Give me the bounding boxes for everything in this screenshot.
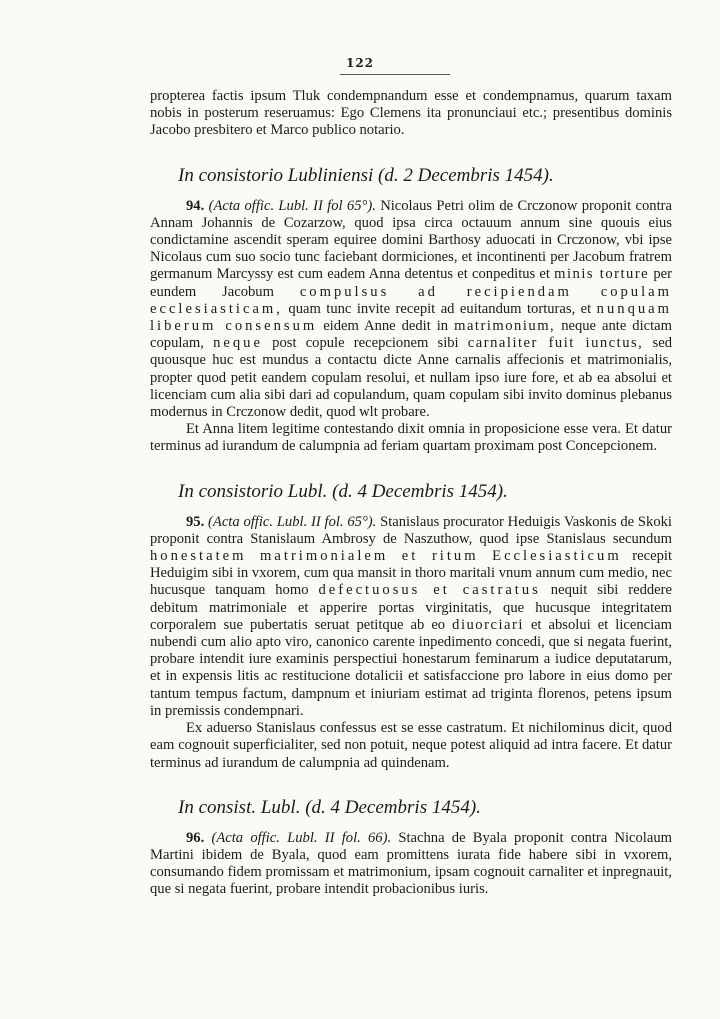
entry-text: neque ante dictam copulam, — [150, 318, 672, 352]
entry-95 — [150, 480, 672, 772]
lead-paragraph: propterea factis ipsum Tluk condempnandum esse et condempnamus, quarum taxam nobis in posterum reseruamus: Ego Clemens ita pronunciaui etc.; presentibus dominis Jacobo presbitero et Marco publico notario. — [150, 88, 672, 139]
entry-text: post copule recepcionem sibi — [272, 335, 459, 352]
spaced-text: nunquam liberum consensum — [150, 300, 672, 335]
entry-text: recepit Heduigim sibi in vxorem, cum qua mansit in thoro maritali vnum annum cum medio, nec hucusque tanquam homo — [150, 548, 672, 599]
entry-text: quam tunc invite recepit ad euitandum torturas, et — [288, 300, 592, 317]
entry-text: et absolui et licenciam nubendi cum alio apto viro, canonico carente inpedimento concedi, que si negata fuerint, probare intendit iure examinis perspectiui honestarum feminarum a iudice deputatarum, et in expensis litis ac restitucione dotalicii et satisfaccione pro labore in eius domo per tantum tempus factum, dampnum et iniuriam estimat ad triginta florenos, petens ipsum in premissis condempnari. — [150, 616, 673, 719]
source-reference: (Acta offic. Lubl. II fol. 65°). — [208, 513, 377, 530]
page-number-rule — [340, 74, 450, 75]
spaced-text: compulsus ad recipiendam copulam ecclesiasticam, — [150, 283, 672, 317]
entry-text: per eundem Jacobum — [150, 266, 672, 300]
source-reference: (Acta offic. Lubl. II fol 65°). — [208, 197, 376, 214]
section-heading: In consistorio Lubliniensi (d. 2 Decembris 1454). — [178, 164, 554, 186]
entry-text: Stanislaus procurator Heduigis Vaskonis de Skoki proponit contra Stanislaum Ambrosy de Naszuthow, quod ipse Stanislaus secundum — [150, 513, 672, 547]
entry-text: eidem Anne dedit in — [323, 318, 449, 335]
entry-paragraph — [150, 198, 672, 422]
entry-96 — [150, 796, 672, 899]
section-heading: In consist. Lubl. (d. 4 Decembris 1454). — [178, 796, 481, 818]
page-content — [150, 88, 672, 899]
spaced-text: defectuosus et castratus — [318, 582, 541, 599]
spaced-text: matrimonium, — [454, 318, 556, 335]
section-heading: In consistorio Lubl. (d. 4 Decembris 1454). — [178, 480, 508, 502]
entry-paragraph — [150, 830, 672, 899]
source-reference: (Acta offic. Lubl. II fol. 66). — [211, 829, 392, 846]
entry-paragraph — [150, 514, 672, 720]
entry-number: 95. — [186, 513, 205, 530]
entry-paragraph: Et Anna litem legitime contestando dixit omnia in proposicione esse vera. Et datur terminus ad iurandum de calumpnia ad feriam quartam proximam post Concepcionem. — [150, 421, 672, 455]
entry-number: 94. — [186, 197, 205, 214]
entry-text: Stachna de Byala proponit contra Nicolaum Martini ibidem de Byala, quod eam promittens iurata fide habere sibi in vxorem, consumando fidem promissam et matrimonium, ipsam cognouit carnaliter et inpregnauit, que si negata fuerint, probare intendit probacionibus iuris. — [150, 829, 672, 898]
spaced-text: honestatem matrimonialem et ritum Ecclesiasticum — [150, 548, 622, 565]
spaced-text: diuorciari — [452, 616, 524, 633]
page-number: 122 — [345, 56, 375, 70]
entry-text: nequit sibi reddere debitum matrimoniale et apperire portas virginitatis, que hucusque integritatem corporalem sue pubertatis seruat petitque ab eo — [150, 582, 672, 633]
entry-text: sed quousque huc est mundus a contactu dicte Anne carnalis affecionis et matrimonialis, propter quod petit eandem copulam resolui, et nullam ipso iure fore, et ab ea absolui et licenciam cum alia sibi dari ad copulandum, quam copulam sibi invito dominus plebanus modernus in Crczonow dedit, quod wlt probare. — [150, 335, 673, 421]
entry-text: Nicolaus Petri olim de Crczonow proponit contra Annam Johannis de Cozarzow, quod ipsa circa octauum annum sine quouis eius condictamine ascendit speram equiree domini Barthosy aduocati in Crczonow, vbi ipse Nicolaus cum suo socio tunc faciebant dormiciones, et incontinenti per Jacobum fratrem germanum Marcyssy est cum eadem Anna detentus et conpeditus et — [150, 197, 672, 283]
entry-number: 96. — [186, 829, 205, 846]
spaced-text: carnaliter fuit iunctus, — [467, 335, 644, 352]
entry-paragraph: Ex aduerso Stanislaus confessus est se esse castratum. Et nichilominus dicit, quod eam cognouit superficialiter, sed non potuit, neque potest aliquid ad intra facere. Et datur terminus ad iurandum de calumpnia ad quindenam. — [150, 720, 672, 771]
spaced-text: neque — [213, 335, 263, 352]
entry-94 — [150, 164, 672, 456]
spaced-text: minis torture — [554, 266, 650, 283]
